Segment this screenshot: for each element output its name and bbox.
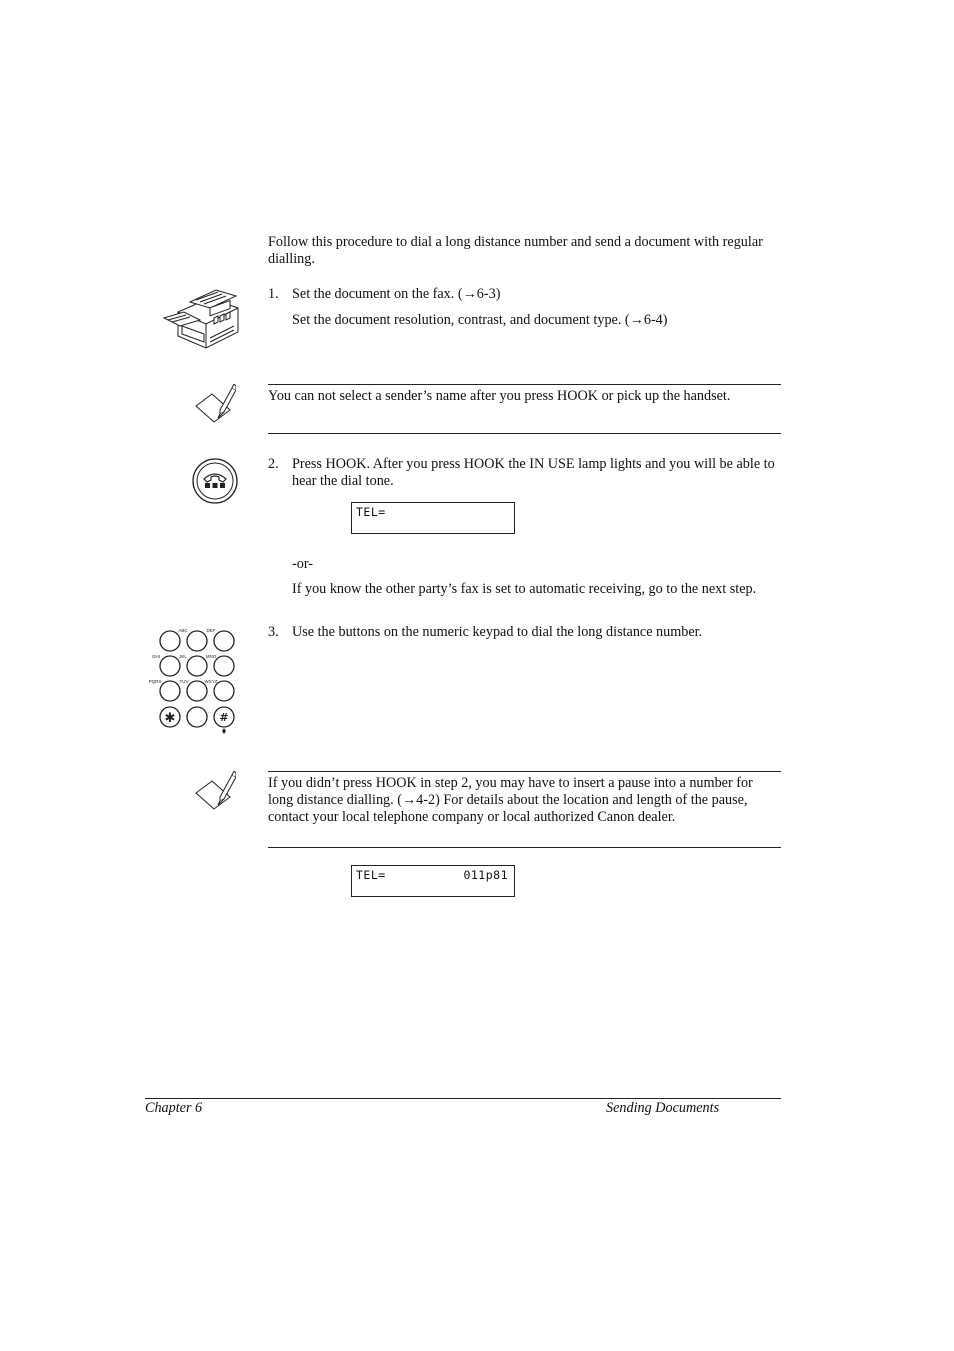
fax-machine-icon [160,286,242,354]
lcd-value: 011p81 [463,868,508,882]
keypad-label-def: DEF [206,628,216,633]
note-pencil-icon [194,771,236,811]
keypad-pause-diamond [222,728,226,734]
step-3-number: 3. [268,624,279,640]
numeric-keypad-icon [146,626,240,738]
footer-chapter: Chapter 6 [145,1100,203,1116]
keypad-label-ghi: GHI [151,654,161,659]
step-2-alt-text: If you know the other party’s fax is set to automatic receiving, go to the next step. [292,581,757,597]
keypad-star-key: ✱ [164,711,176,726]
keypad-label-mno: MNO [205,654,217,659]
keypad-label-abc: ABC [178,628,188,633]
step-1-text: Set the document on the fax. (→6-3) [292,286,501,302]
note-1-text: You can not select a sender’s name after you press HOOK or pick up the handset. [268,388,731,404]
lcd-label: TEL= [356,868,386,882]
step-2-number: 2. [268,456,279,472]
keypad-label-tuv: TUV [179,679,189,684]
step-2-or: -or- [292,556,313,572]
hook-button-icon [192,457,240,505]
lcd-display-tel-number [351,865,515,897]
keypad-label-jkl: JKL [179,654,187,659]
note-1-top-rule [268,384,781,385]
keypad-hash-key: # [219,711,229,724]
note-2-text: If you didn’t press HOOK in step 2, you may have to insert a pause into a number for long distance dialling. (→4-2) For details about the location and length of the pause, contact your local telephone company or local authorized Canon dealer. [268,775,753,825]
lcd-label: TEL= [356,505,386,519]
note-2-top-rule [268,771,781,772]
step-3-text: Use the buttons on the numeric keypad to dial the long distance number. [292,624,703,640]
footer-rule [145,1098,781,1099]
lcd-display-tel [351,502,515,534]
note-2-bottom-rule [268,847,781,848]
step-1-number: 1. [268,286,279,302]
intro-paragraph: Follow this procedure to dial a long distance number and send a document with regular dialling. [268,234,763,267]
step-2-text: Press HOOK. After you press HOOK the IN USE lamp lights and you will be able to hear the dial tone. [292,456,775,489]
keypad-label-wxyz: WXYZ [204,679,218,684]
keypad-label-pqrs: PQRS [148,679,162,684]
note-1-bottom-rule [268,433,781,434]
step-1-subtext: Set the document resolution, contrast, and document type. (→6-4) [292,312,668,328]
footer-section-title: Sending Documents [606,1100,720,1116]
note-pencil-icon [194,384,236,424]
